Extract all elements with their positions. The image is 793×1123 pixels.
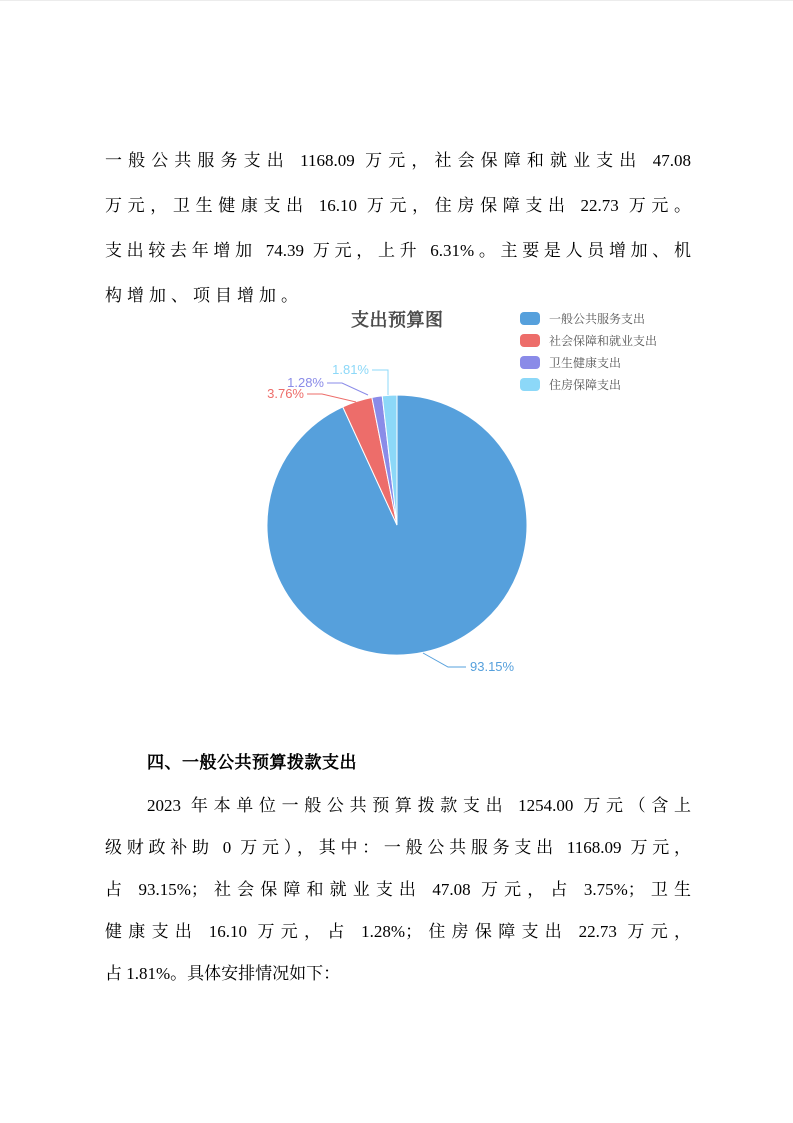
pie-label-line-3 (372, 370, 388, 395)
pie-label-line-2 (327, 383, 368, 395)
legend-label: 一般公共服务支出 (549, 312, 646, 326)
pie-percent-label: 1.28% (287, 375, 324, 390)
text-line: 支出较去年增加 74.39 万元，上升 6.31%。主要是人员增加、机 (105, 241, 691, 260)
text-line: 构增加、项目增加。 (105, 286, 303, 305)
text-line: 一般公共服务支出 1168.09 万元，社会保障和就业支出 47.08 (105, 151, 691, 170)
legend-label: 住房保障支出 (549, 378, 622, 392)
legend-label: 卫生健康支出 (549, 356, 622, 370)
text-line: 健康支出 16.10 万元，占 1.28%；住房保障支出 22.73 万元， (105, 922, 691, 941)
chart-title: 支出预算图 (351, 310, 444, 330)
pie-chart-canvas (0, 1, 793, 761)
legend-label: 社会保障和就业支出 (549, 334, 658, 348)
text-line: 占 1.81%。具体安排情况如下： (105, 964, 341, 983)
section-heading: 四、一般公共预算拨款支出 (147, 753, 357, 772)
text-line: 级财政补助 0 万元），其中：一般公共服务支出 1168.09 万元， (105, 838, 691, 857)
text-line: 2023 年本单位一般公共预算拨款支出 1254.00 万元（含上 (147, 796, 691, 815)
pie-percent-label: 93.15% (470, 659, 515, 674)
pie-label-line-1 (307, 394, 356, 402)
text-line: 万元，卫生健康支出 16.10 万元，住房保障支出 22.73 万元。 (105, 196, 691, 215)
paragraph-budget-detail (105, 785, 691, 995)
pie-percent-label: 3.76% (267, 386, 304, 401)
pie-percent-label: 1.81% (332, 362, 369, 377)
pie-label-line-0 (423, 653, 466, 667)
text-line: 占 93.15%；社会保障和就业支出 47.08 万元，占 3.75%；卫生 (105, 880, 691, 899)
